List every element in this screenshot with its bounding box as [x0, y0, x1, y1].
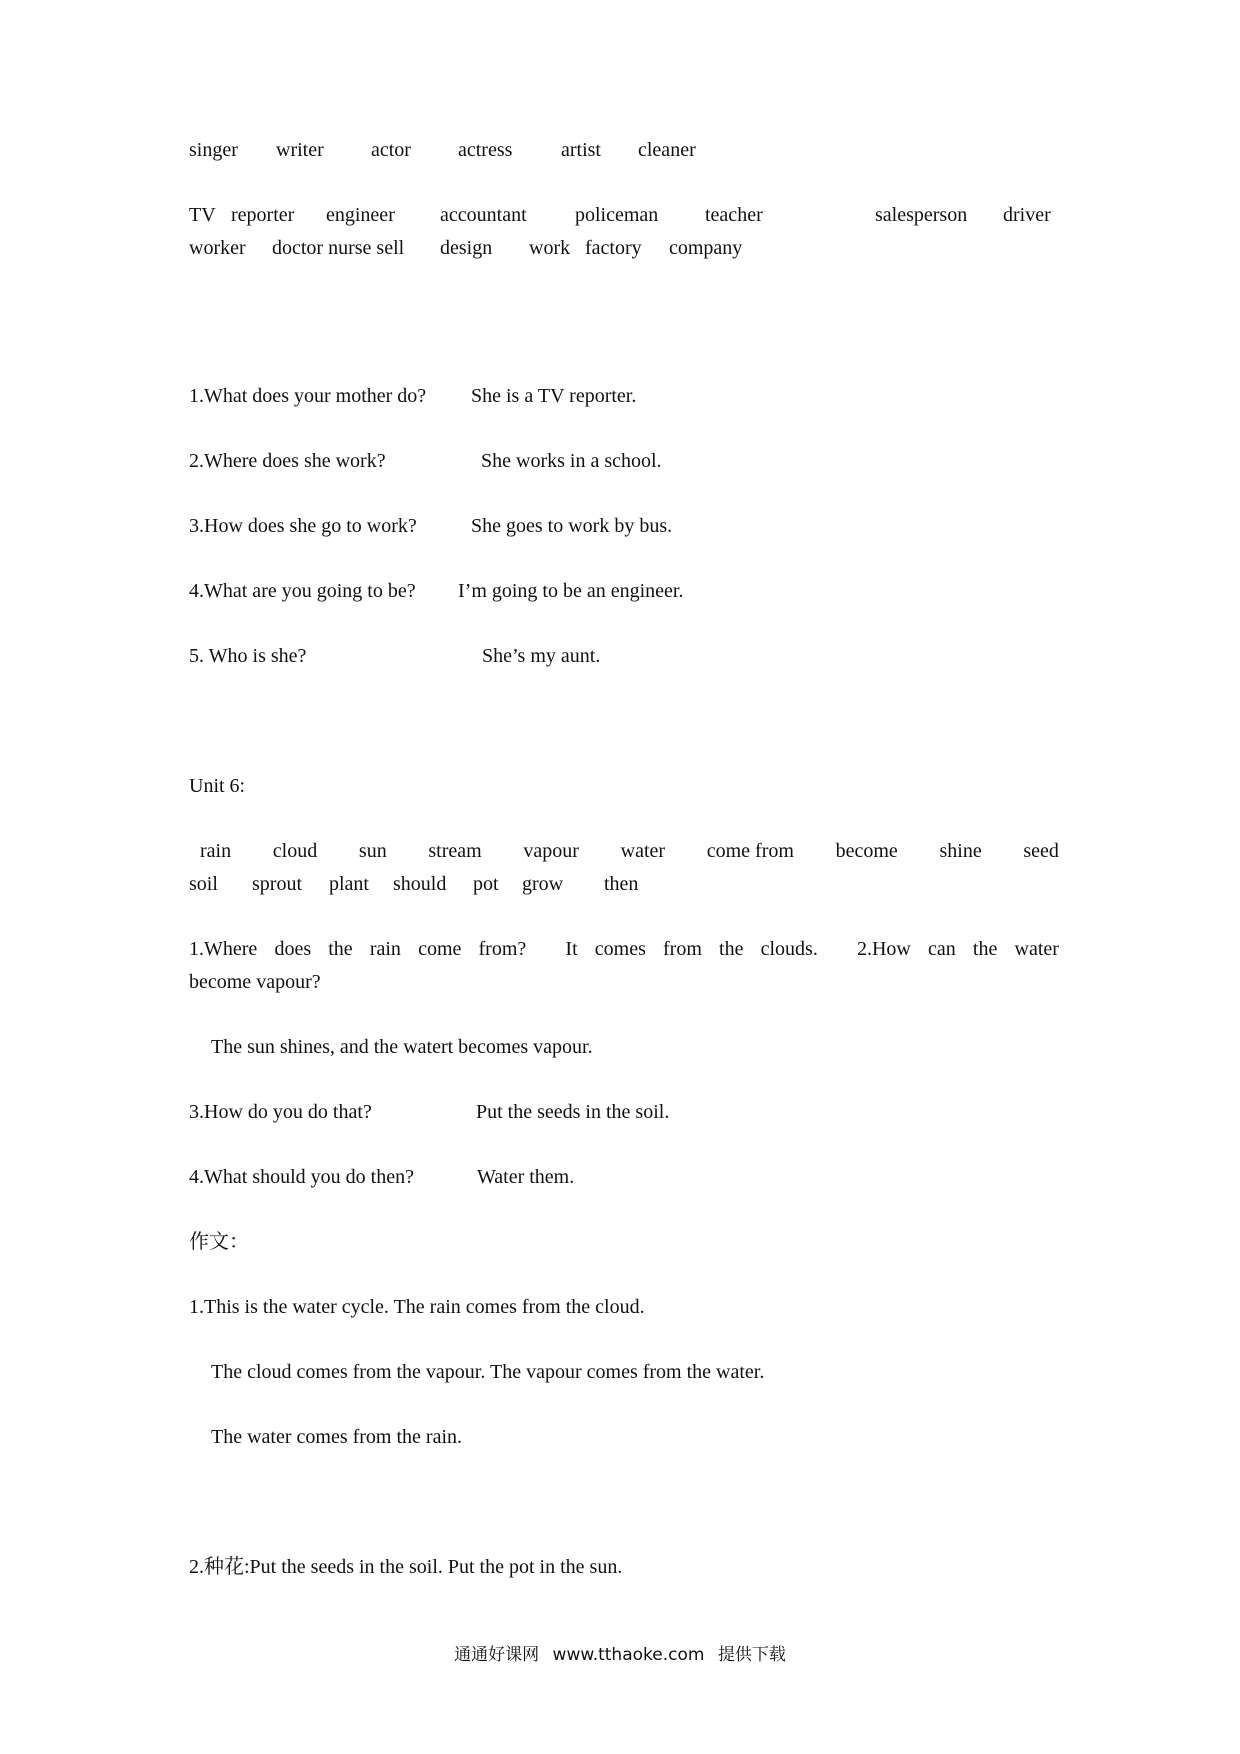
qa-item-line: become vapour?: [189, 971, 321, 993]
text-word: 1.Where: [189, 938, 258, 960]
vocab-word: factory: [585, 237, 642, 259]
text-word: clouds.: [760, 938, 818, 960]
vocab-word: shine: [939, 840, 982, 862]
qa-item: [189, 448, 662, 474]
vocab-word: work: [529, 237, 571, 259]
qa-item: [189, 643, 600, 669]
question-text: 3.How do you do that?: [189, 1101, 372, 1123]
answer-text: She goes to work by bus.: [471, 515, 673, 537]
vocab-word: salesperson: [875, 204, 968, 226]
text-word: the: [328, 938, 353, 960]
vocab-word: teacher: [705, 204, 763, 226]
question-text: 1.What does your mother do?: [189, 385, 427, 407]
text-word: from?: [478, 938, 527, 960]
answer-text: She’s my aunt.: [482, 645, 601, 667]
text-word: the: [719, 938, 744, 960]
qa-item: [189, 383, 636, 409]
vocab-word: rain: [200, 840, 232, 862]
answer-text: She works in a school.: [481, 450, 662, 472]
qa-item: [189, 578, 684, 604]
vocab-word: seed: [1023, 840, 1059, 862]
page-footer: [0, 1640, 1240, 1665]
vocab-word: design: [440, 237, 493, 259]
vocab-word: company: [669, 237, 743, 259]
composition-text: The cloud comes from the vapour. The vapour comes from the water.: [211, 1361, 765, 1383]
unit6-vocab-row-1: [200, 838, 1059, 864]
vocab-row-1: [189, 137, 696, 163]
qa-item: [189, 1099, 669, 1125]
answer-text: Put the seeds in the soil.: [476, 1101, 670, 1123]
vocab-word: become: [835, 840, 898, 862]
text-word: rain: [369, 938, 401, 960]
qa-item: [189, 1164, 574, 1190]
vocab-word: water: [620, 840, 666, 862]
question-text: 4.What should you do then?: [189, 1166, 414, 1188]
text-word: from: [663, 938, 702, 960]
text-word: 2.How: [856, 938, 911, 960]
text-word: comes: [594, 938, 646, 960]
text-word: water: [1014, 938, 1059, 960]
question-text: 5. Who is she?: [189, 645, 307, 667]
vocab-word: singer: [189, 139, 238, 161]
qa-item-line: [189, 936, 1059, 962]
question-text: 4.What are you going to be?: [189, 580, 416, 602]
answer-text: Water them.: [477, 1166, 575, 1188]
vocab-word: pot: [473, 873, 499, 895]
vocab-row-2: [189, 202, 1059, 228]
unit-title: Unit 6:: [189, 775, 246, 797]
vocab-word: engineer: [326, 204, 395, 226]
answer-text: I’m going to be an engineer.: [458, 580, 684, 602]
composition-text: 2.种花:Put the seeds in the soil. Put the pot in the sun.: [189, 1556, 623, 1578]
text-word: does: [274, 938, 312, 960]
vocab-word: sun: [358, 840, 387, 862]
vocab-word: then: [604, 873, 639, 895]
unit6-vocab-row-2: [189, 871, 638, 897]
vocab-word: worker: [189, 237, 246, 259]
vocab-word: grow: [522, 873, 564, 895]
question-text: 2.Where does she work?: [189, 450, 386, 472]
vocab-word: policeman: [575, 204, 659, 226]
text-word: It: [565, 938, 578, 960]
vocab-word: cloud: [272, 840, 318, 862]
text-word: can: [928, 938, 956, 960]
footer-note: 提供下载: [717, 1645, 786, 1665]
composition-text: 1.This is the water cycle. The rain comes from the cloud.: [189, 1296, 645, 1318]
vocab-word: vapour: [523, 840, 579, 862]
vocab-word: reporter: [231, 204, 295, 226]
answer-text: She is a TV reporter.: [471, 385, 637, 407]
answer-text: The sun shines, and the watert becomes vapour.: [211, 1036, 593, 1058]
question-text: 3.How does she go to work?: [189, 515, 417, 537]
vocab-word: should: [393, 873, 447, 895]
vocab-word: accountant: [440, 204, 527, 226]
vocab-row-3: [189, 235, 742, 261]
footer-url: www.tthaoke.com: [552, 1645, 705, 1665]
vocab-word: actress: [458, 139, 513, 161]
vocab-word: driver: [1003, 204, 1051, 226]
qa-item: [189, 513, 672, 539]
vocab-word: cleaner: [638, 139, 696, 161]
vocab-word: stream: [428, 840, 482, 862]
text-word: the: [972, 938, 998, 960]
vocab-word: TV: [189, 204, 216, 226]
footer-site-name: 通通好课网: [454, 1645, 540, 1665]
vocab-word: sprout: [252, 873, 302, 895]
vocab-word: plant: [329, 873, 369, 895]
composition-text: The water comes from the rain.: [211, 1426, 463, 1448]
vocab-word: actor: [371, 139, 411, 161]
vocab-word: come from: [706, 840, 794, 862]
vocab-word: doctor nurse sell: [272, 237, 405, 259]
composition-title: 作文：: [189, 1231, 249, 1253]
vocab-word: soil: [189, 873, 218, 895]
vocab-word: writer: [276, 139, 324, 161]
vocab-word: artist: [561, 139, 601, 161]
text-word: come: [418, 938, 462, 960]
